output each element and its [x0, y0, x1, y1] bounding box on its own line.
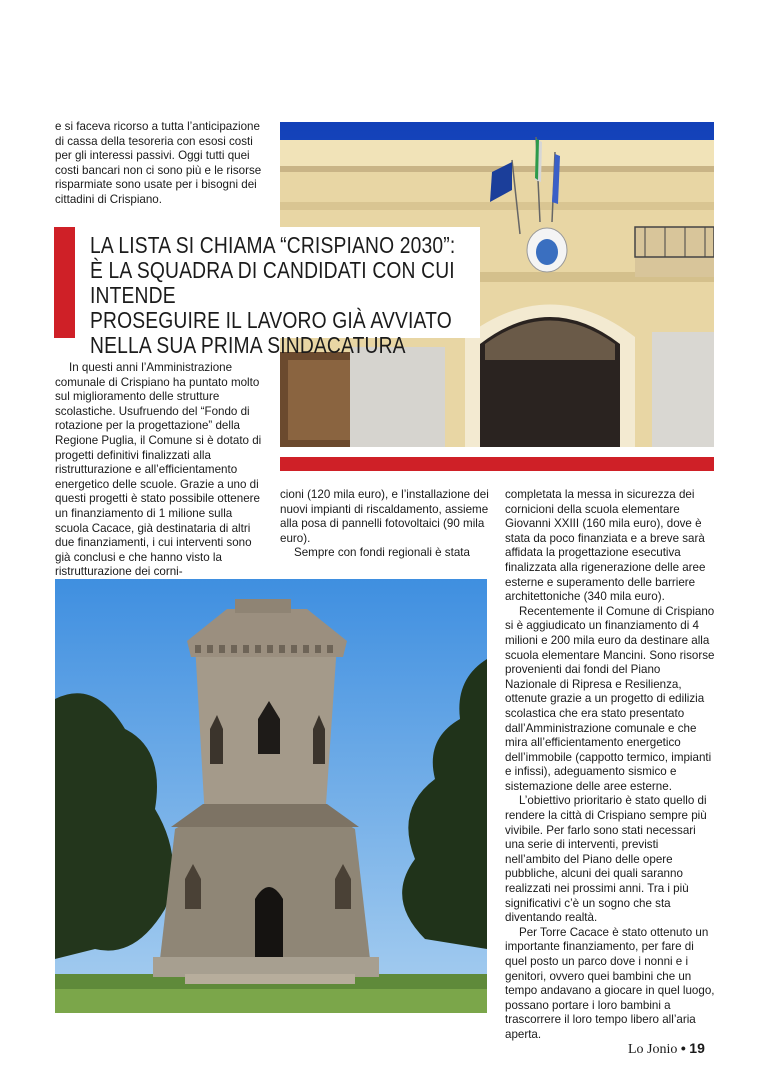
column-3-paragraph: completata la messa in sicurezza dei cornicioni della scuola elementare Giovanni XXIII (160 mila euro), dove è stata da poco finanziata e a breve sarà affidata la progettazione esecutiva finalizzata alla rigenerazione delle aree esterne e superamento delle barriere architettoniche (340 mila euro).	[505, 488, 706, 604]
footer-separator: •	[680, 1040, 686, 1056]
headline-accent-bar	[54, 227, 75, 338]
page-footer	[628, 1040, 705, 1058]
tower-illustration	[55, 579, 487, 1013]
headline-line: NELLA SUA PRIMA SINDACATURA	[90, 332, 406, 358]
column-2	[280, 488, 490, 561]
headline-line: PROSEGUIRE IL LAVORO GIÀ AVVIATO	[90, 307, 452, 333]
column-3-paragraph: Per Torre Cacace è stato ottenuto un importante finanziamento, per fare di quel posto un parco dove i nonni e i genitori, ovvero quei bambini che un tempo andavano a giocare in quel luogo, possano portare i loro bambini a trascorrere il loro tempo libero all’aria aperta.	[505, 925, 715, 1041]
red-divider-bar	[280, 457, 714, 471]
headline-line: È LA SQUADRA DI CANDIDATI CON CUI INTENDE	[90, 257, 455, 308]
intro-paragraph: e si faceva ricorso a tutta l’anticipazione di cassa della tesoreria con esosi costi per gli interessi passivi. Oggi tutti quei costi bancari non ci sono più e le risorse risparmiate sono usate per i bisogni dei cittadini di Crispiano.	[55, 120, 262, 206]
column-3	[505, 488, 715, 1043]
column-1-paragraph: In questi anni l’Amministrazione comunale di Crispiano ha puntato molto sul miglioramento delle strutture scolastiche. Usufruendo del “Fondo di rotazione per la progettazione” della Regione Puglia, il Comune si è dotato di progetti definitivi finalizzati alla ristrutturazione e all’efficientamento energetico delle scuole. Grazie a uno di questi progetti è stato possibile ottenere un finanziamento di 1 milione sulla scuola Cacace, già destinataria di altri due finanziamenti, i cui interventi sono già conclusi e che hanno visto la ristrutturazione dei corni-	[55, 361, 262, 579]
headline-line: LA LISTA SI CHIAMA “CRISPIANO 2030”:	[90, 232, 456, 258]
headline-text	[90, 233, 480, 358]
column-2-paragraph: cioni (120 mila euro), e l’installazione dei nuovi impianti di riscaldamento, assieme alla posa di pannelli fotovoltaici (90 mila euro).	[280, 488, 489, 545]
page-number: 19	[689, 1040, 705, 1056]
column-3-paragraph: L’obiettivo prioritario è stato quello di rendere la città di Crispiano sempre più vivibile. Per farlo sono stati necessari una serie di interventi, previsti nell’ambito del Piano delle opere pubbliche, alcuni dei quali saranno realizzati nei prossimi anni. Tra i più significativi c’è un sogno che sta diventando realtà.	[505, 794, 707, 925]
torre-cacace-photo	[55, 579, 487, 1013]
column-3-paragraph: Recentemente il Comune di Crispiano si è aggiudicato un finanziamento di 4 milioni e 200 mila euro da destinare alla scuola elementare Mancini. Sono risorse provenienti dai fondi del Piano Nazionale di Ripresa e Resilienza, ottenute grazie a un progetto di edilizia scolastica che era stato presentato dall’Amministrazione comunale e che mira all’efficientamento energetico dell’immobile (cappotto termico, impianti e infissi), adeguamento sismico e sistemazione delle aree esterne.	[505, 604, 715, 793]
magazine-name: Lo Jonio	[628, 1042, 678, 1057]
headline	[54, 227, 480, 358]
column-2-paragraph: Sempre con fondi regionali è stata	[294, 546, 470, 560]
